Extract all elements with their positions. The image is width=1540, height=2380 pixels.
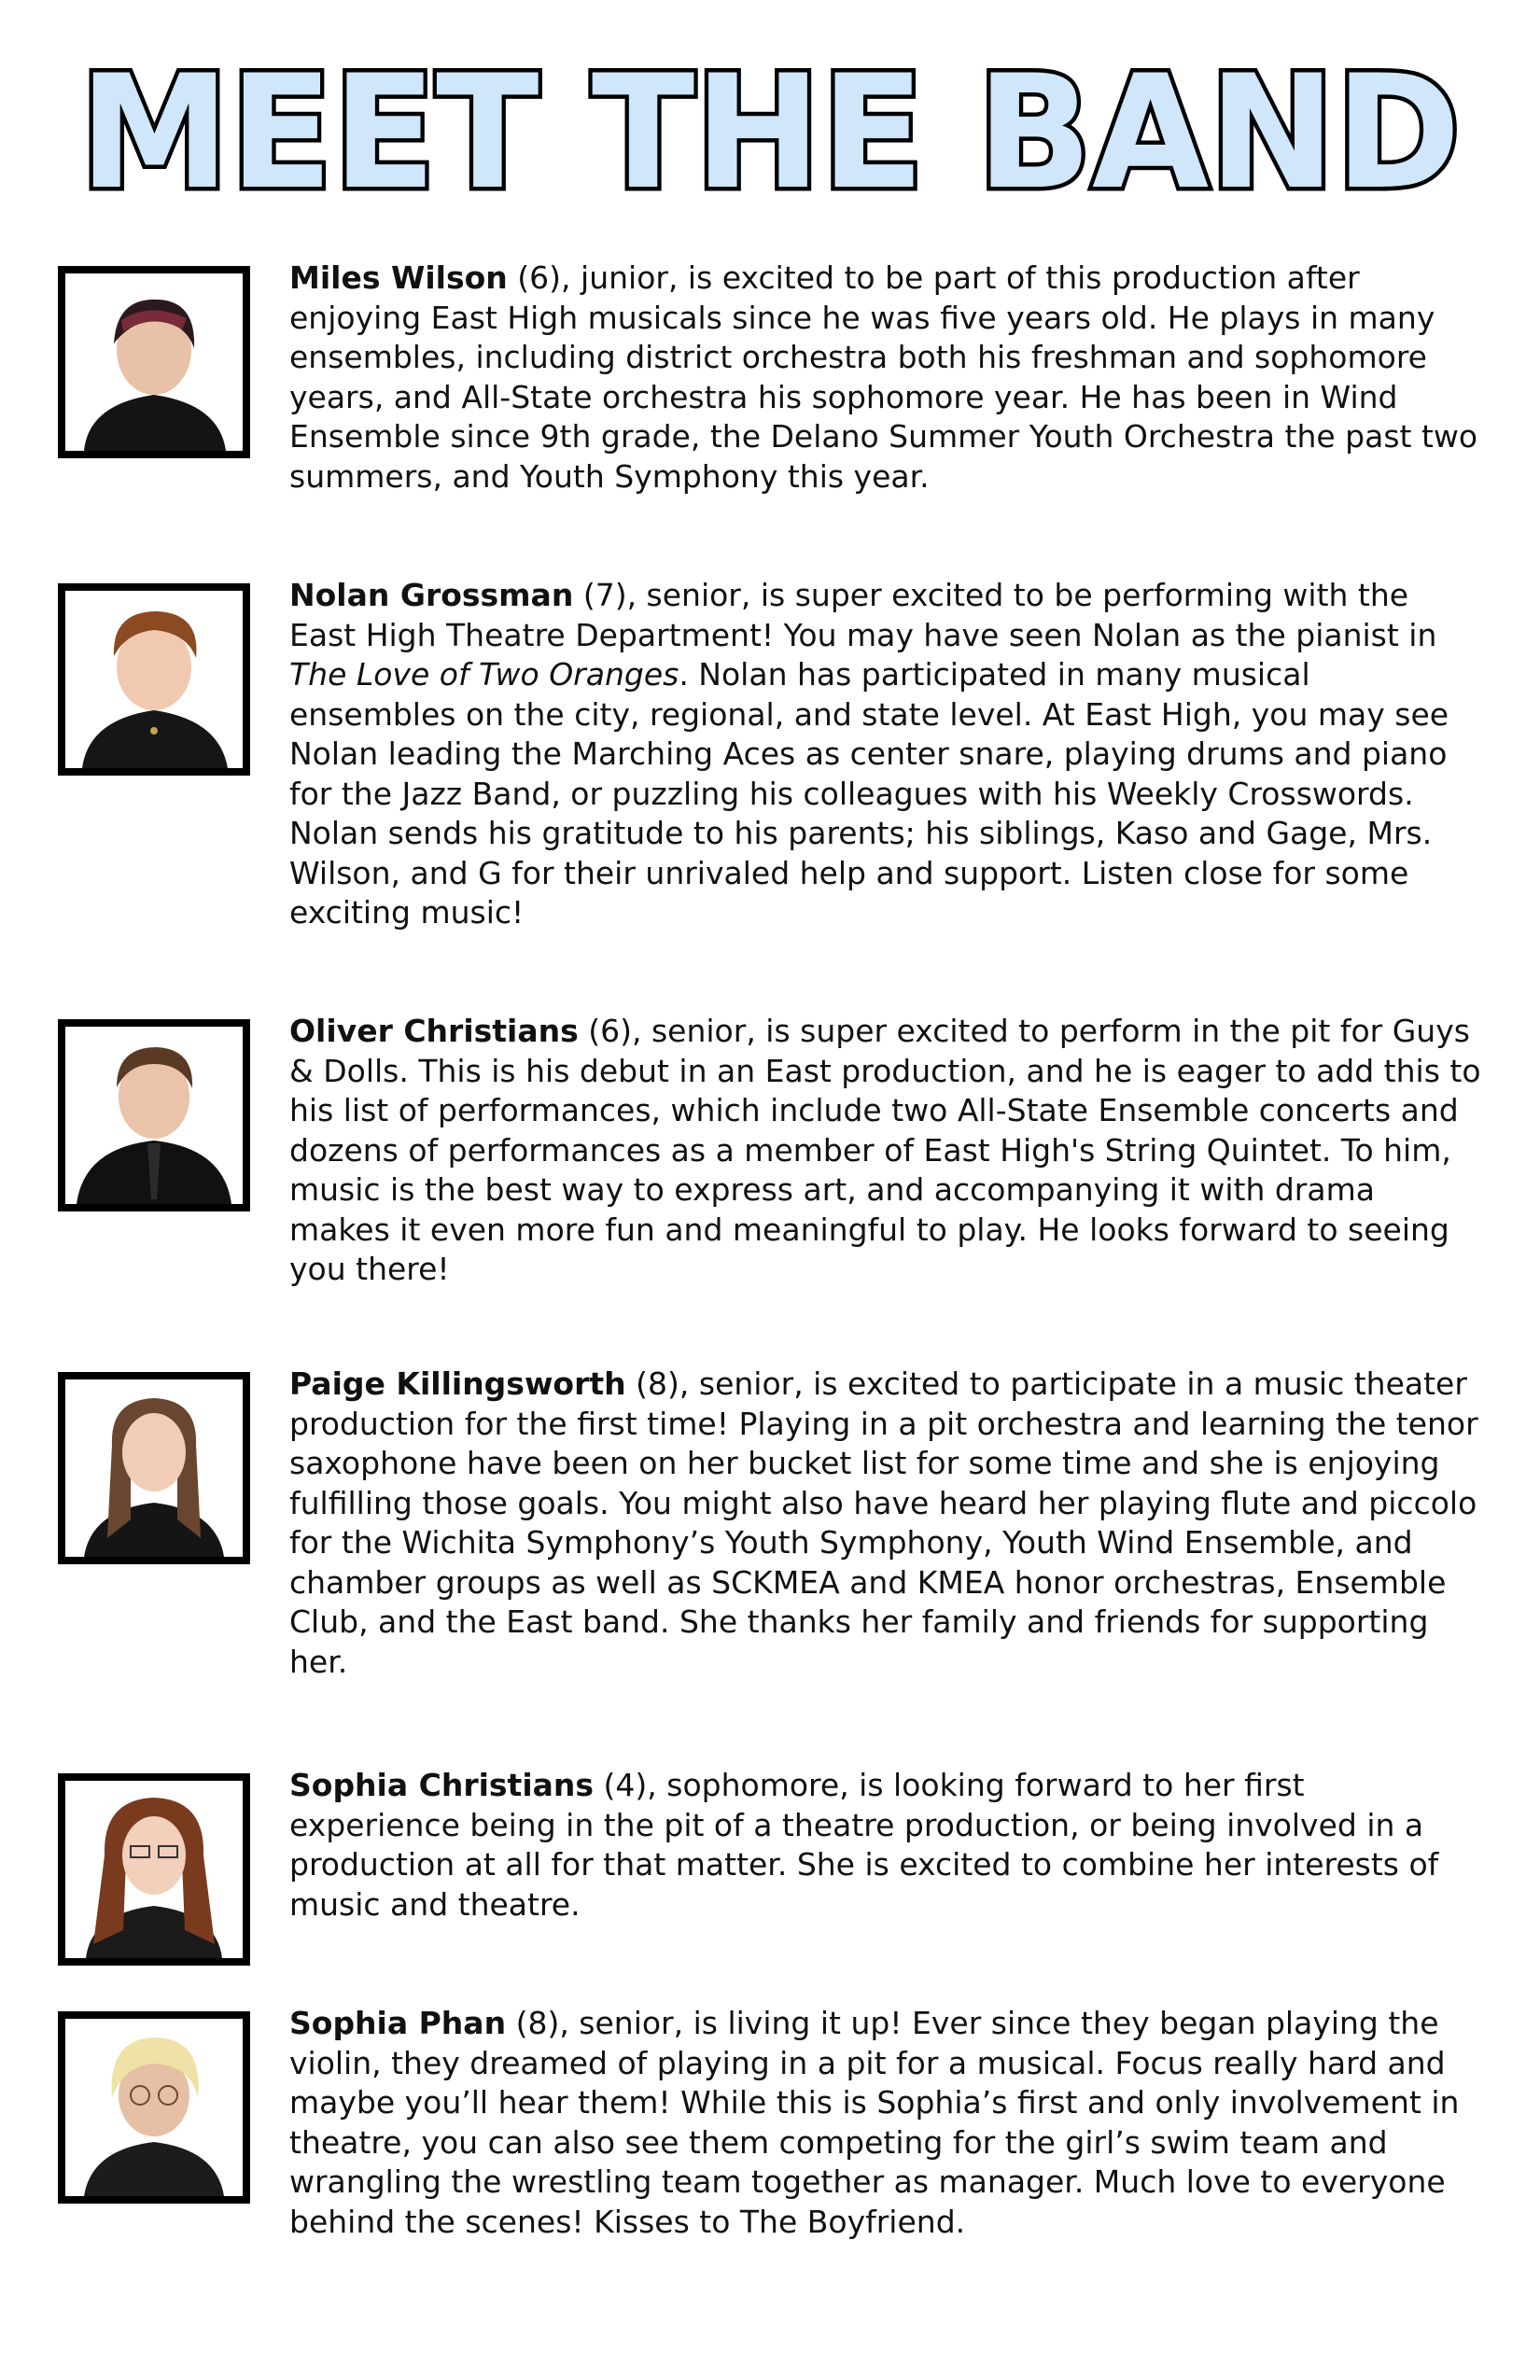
member-photo bbox=[58, 266, 250, 458]
member-description-italic: The Love of Two Oranges bbox=[289, 656, 679, 693]
member-name: Sophia Phan bbox=[289, 2005, 507, 2041]
member-photo bbox=[58, 1773, 250, 1966]
member-bio bbox=[289, 1365, 1484, 1682]
member-description: (4), sophomore, is looking forward to her first experience being in the pit of a theatre production, or being involved in a production at all for that matter. She is excited to combine her interests of music and theatre. bbox=[289, 1767, 1439, 1923]
person-photo-icon bbox=[65, 1027, 243, 1204]
member-description: (8), senior, is excited to participate in a music theater production for the first time! Playing in a pit orchestra and learning the tenor saxophone have been on her bucket list for some time and she is enjoying fulfilling those goals. You might also have heard her playing flute and piccolo for the Wichita Symphony’s Youth Symphony, Youth Wind Ensemble, and chamber groups as well as SCKMEA and KMEA honor orchestras, Ensemble Club, and the East band. She thanks her family and friends for supporting her. bbox=[289, 1365, 1478, 1680]
person-photo-icon bbox=[65, 1781, 243, 1958]
member-photo bbox=[58, 2011, 250, 2204]
member-photo bbox=[58, 1019, 250, 1211]
member-name: Nolan Grossman bbox=[289, 577, 574, 613]
member-description-part-1: (7), senior, is super excited to be performing with the East High Theatre Department! You may have seen Nolan as the pianist in bbox=[289, 577, 1437, 653]
member-name: Oliver Christians bbox=[289, 1013, 579, 1049]
person-photo-icon bbox=[65, 273, 243, 451]
page-title bbox=[0, 56, 1540, 215]
page-title-text: MEET THE BAND bbox=[79, 56, 1461, 215]
member-description-part-2: . Nolan has participated in many musical ensembles on the city, regional, and state level. At East High, you may see Nolan leading the Marching Aces as center snare, playing drums and piano for the Jazz Band, or puzzling his colleagues with his Weekly Crosswords. Nolan sends his gratitude to his parents; his siblings, Kaso and Gage, Mrs. Wilson, and G for their unrivaled help and support. Listen close for some exciting music! bbox=[289, 656, 1449, 931]
member-description: (6), senior, is super excited to perform in the pit for Guys & Dolls. This is his debut in an East production, and he is eager to add this to his list of performances, which include two All-State Ensemble concerts and dozens of performances as a member of East High's String Quintet. To him, music is the best way to express art, and accompanying it with drama makes it even more fun and meaningful to play. He looks forward to seeing you there! bbox=[289, 1013, 1481, 1287]
member-bio bbox=[289, 2004, 1484, 2242]
person-photo-icon bbox=[65, 1379, 243, 1557]
member-bio bbox=[289, 1766, 1484, 1925]
member-name: Sophia Christians bbox=[289, 1767, 595, 1803]
member-bio bbox=[289, 1012, 1484, 1290]
member-description: (8), senior, is living it up! Ever since they began playing the violin, they dreamed of playing in a pit for a musical. Focus really hard and maybe you’ll hear them! While this is Sophia’s first and only involvement in theatre, you can also see them competing for the girl’s swim team and wrangling the wrestling team together as manager. Much love to everyone behind the scenes! Kisses to The Boyfriend. bbox=[289, 2005, 1460, 2240]
member-description: (6), junior, is excited to be part of this production after enjoying East High musicals since he was five years old. He plays in many ensembles, including district orchestra both his freshman and sophomore years, and All-State orchestra his sophomore year. He has been in Wind Ensemble since 9th grade, the Delano Summer Youth Orchestra the past two summers, and Youth Symphony this year. bbox=[289, 259, 1478, 495]
person-photo-icon bbox=[65, 2019, 243, 2196]
person-photo-icon bbox=[65, 591, 243, 768]
member-bio bbox=[289, 259, 1484, 497]
member-bio bbox=[289, 576, 1484, 933]
member-photo bbox=[58, 583, 250, 776]
member-name: Miles Wilson bbox=[289, 259, 508, 296]
member-photo bbox=[58, 1372, 250, 1564]
member-name: Paige Killingsworth bbox=[289, 1365, 626, 1402]
